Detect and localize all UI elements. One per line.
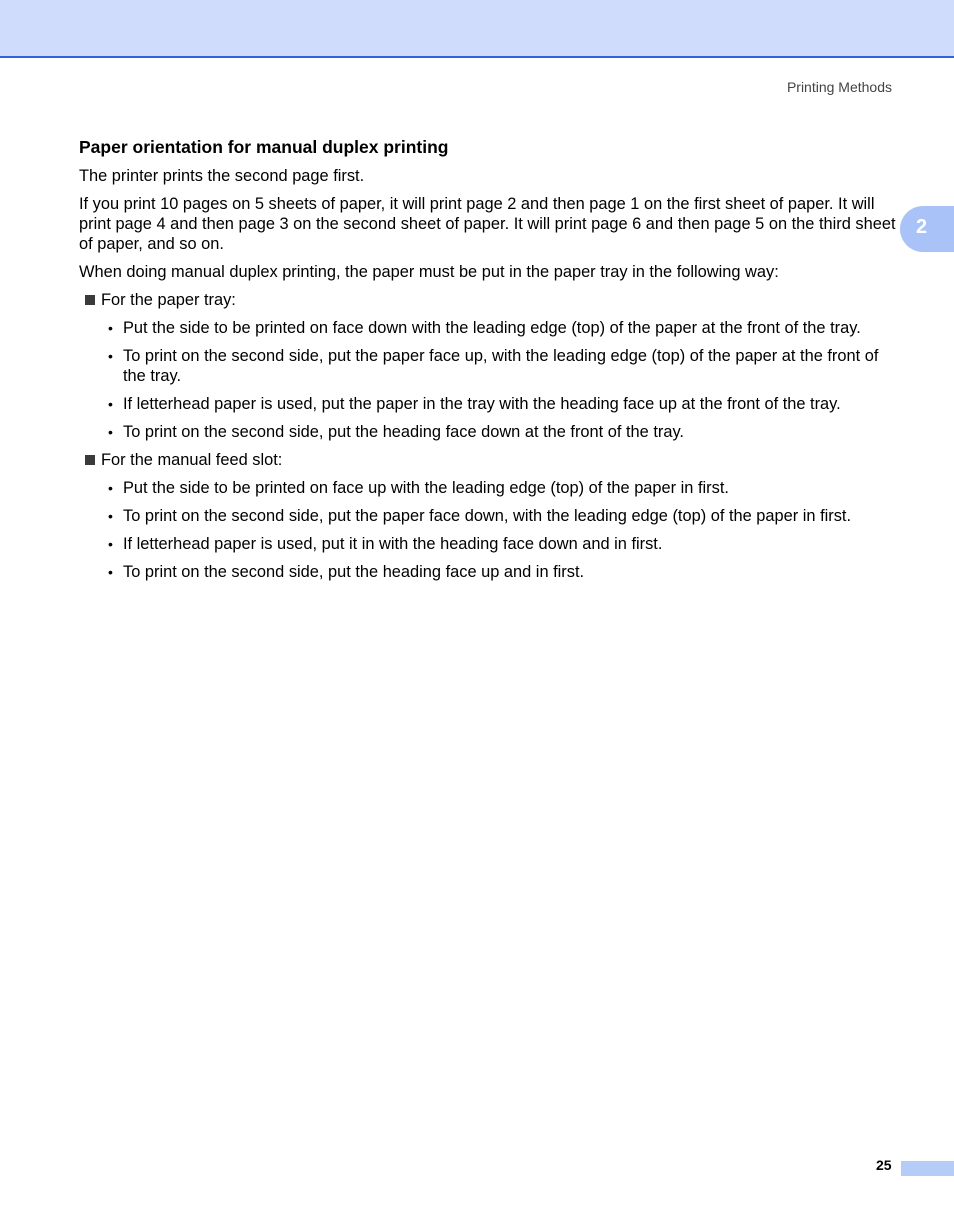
page-number: 25 bbox=[876, 1157, 892, 1173]
bullet-icon: • bbox=[108, 480, 113, 496]
bullet-icon: • bbox=[108, 508, 113, 524]
paragraph-page-order: If you print 10 pages on 5 sheets of paper, it will print page 2 and then page 1 on the first sheet of paper. It will print page 4 and then page 3 on the second sheet of paper. It will print page 6 and then page 5 on the third sheet of paper, and so on. bbox=[79, 195, 896, 253]
manual-feed-list bbox=[79, 478, 899, 582]
bullet-icon: • bbox=[108, 348, 113, 364]
square-bullet-icon bbox=[85, 455, 95, 465]
list-item: • To print on the second side, put the heading face up and in first. bbox=[108, 563, 585, 581]
main-content bbox=[79, 136, 899, 590]
list-item: • If letterhead paper is used, put the paper in the tray with the heading face up at the front of the tray. bbox=[108, 395, 841, 413]
bullet-icon: • bbox=[108, 424, 113, 440]
running-head: Printing Methods bbox=[786, 79, 892, 95]
footer-band bbox=[901, 1161, 954, 1176]
group-manual-feed-slot bbox=[79, 450, 899, 470]
list-item: • Put the side to be printed on face down with the leading edge (top) of the paper at the front of the tray. bbox=[108, 319, 861, 337]
bullet-icon: • bbox=[108, 320, 113, 336]
list-item: • To print on the second side, put the paper face down, with the leading edge (top) of the paper in first. bbox=[108, 507, 852, 525]
list-item: • To print on the second side, put the paper face up, with the leading edge (top) of the paper at the front of the tray. bbox=[108, 347, 879, 385]
section-title: Paper orientation for manual duplex printing bbox=[79, 137, 449, 157]
square-bullet-icon bbox=[85, 295, 95, 305]
chapter-tab bbox=[900, 206, 954, 252]
header-band bbox=[0, 0, 954, 58]
group-paper-tray bbox=[79, 290, 899, 310]
bullet-icon: • bbox=[108, 396, 113, 412]
bullet-icon: • bbox=[108, 564, 113, 580]
list-item: • Put the side to be printed on face up with the leading edge (top) of the paper in first. bbox=[108, 479, 729, 497]
chapter-number: 2 bbox=[916, 216, 928, 238]
group-label: For the paper tray: bbox=[101, 291, 236, 309]
group-label: For the manual feed slot: bbox=[101, 451, 283, 469]
list-item: • If letterhead paper is used, put it in with the heading face down and in first. bbox=[108, 535, 663, 553]
intro-paragraph: The printer prints the second page first. bbox=[79, 167, 365, 185]
paper-tray-list bbox=[79, 318, 899, 442]
bullet-icon: • bbox=[108, 536, 113, 552]
paragraph-tray-instructions: When doing manual duplex printing, the paper must be put in the paper tray in the following way: bbox=[79, 263, 779, 281]
list-item: • To print on the second side, put the heading face down at the front of the tray. bbox=[108, 423, 684, 441]
